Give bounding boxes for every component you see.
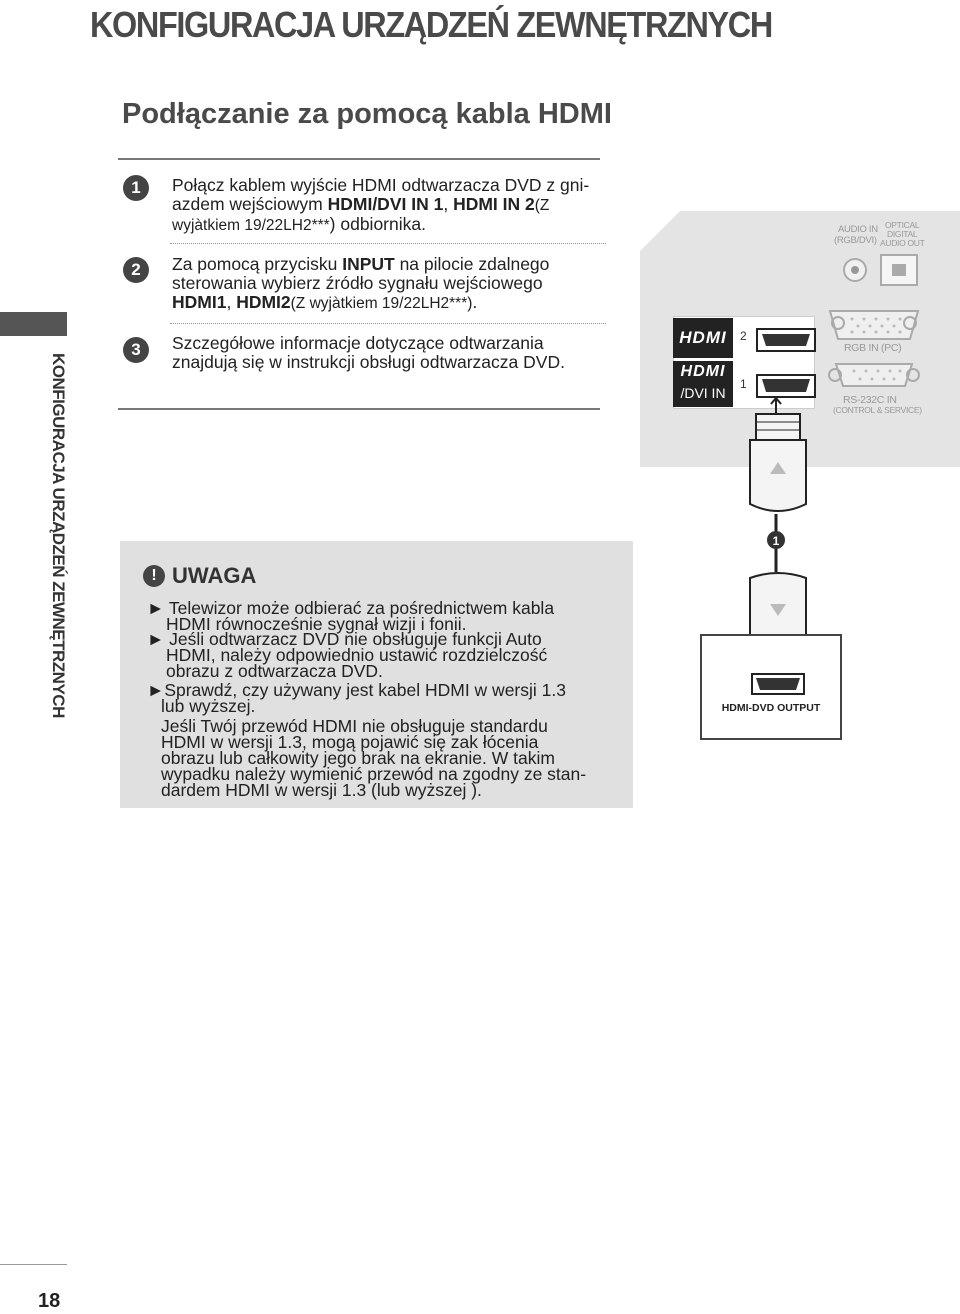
note-title: UWAGA xyxy=(172,563,257,588)
hdmi-plug-icon xyxy=(750,440,806,511)
port-1-label: 1 xyxy=(740,377,747,391)
hdmi-logo: HDMI xyxy=(673,318,733,358)
note-line: ►Sprawdź, czy używany jest kabel HDMI w wersji 1.3 xyxy=(147,680,566,700)
steps-bottom-rule xyxy=(118,408,600,410)
note-line: wypadku należy wymienić przewód na zgodny ze stan- xyxy=(161,764,587,784)
section-subtitle: Podłączanie za pomocą kabla HDMI xyxy=(122,98,612,130)
footer-divider xyxy=(0,1264,67,1265)
optical-port-inner-icon xyxy=(892,264,906,276)
optical-label: OPTICAL xyxy=(885,220,920,230)
note-line: ► Telewizor może odbierać za pośrednictwem kabla xyxy=(147,598,555,618)
step-3-number: 3 xyxy=(123,337,149,363)
note-line: ► Jeśli odtwarzacz DVD nie obsługuje funkcji Auto xyxy=(147,629,542,649)
port-2-label: 2 xyxy=(740,329,747,343)
optical-label: DIGITAL xyxy=(887,229,918,239)
step-1-text: Połącz kablem wyjście HDMI odtwarzacza DVD z gni- azdem wejściowym HDMI/DVI IN 1, HDMI IN 2(Z wyjàtkiem 19/22LH2***) odbiornika. xyxy=(172,175,590,234)
step-1-number: 1 xyxy=(123,175,149,201)
dvd-hdmi-port xyxy=(750,670,806,696)
hdmi-port-2-slot-icon xyxy=(762,334,810,346)
note-line: lub wyższej. xyxy=(161,696,256,716)
hdmi-dvi-tag: HDMI /DVI IN xyxy=(673,361,733,407)
hdmi-port-1-slot-icon xyxy=(762,379,810,392)
cable-step-number: 1 xyxy=(772,534,780,548)
warning-icon: ! xyxy=(143,565,165,587)
dvd-output-label: HDMI-DVD OUTPUT xyxy=(721,702,821,714)
audio-jack-hole-icon xyxy=(851,266,859,274)
note-line: HDMI, należy odpowiednio ustawić rozdzielczość xyxy=(166,645,548,665)
rs232-label: (CONTROL & SERVICE) xyxy=(833,405,922,415)
page-number: 18 xyxy=(38,1290,61,1312)
rgb-in-label: RGB IN (PC) xyxy=(844,342,902,354)
dvd-hdmi-slot-icon xyxy=(756,678,800,690)
note-line: Jeśli Twój przewód HDMI nie obsługuje standardu xyxy=(161,716,548,736)
step-2-number: 2 xyxy=(123,257,149,283)
note-line: obrazu lub całkowity jego brak na ekranie. W takim xyxy=(161,748,555,768)
step-2-text: Za pomocą przycisku INPUT na pilocie zdalnego sterowania wybierz źródło sygnału wejściowego HDMI1, HDMI2(Z wyjàtkiem 19/22LH2***). xyxy=(172,254,550,312)
page-title: KONFIGURACJA URZĄDZEŃ ZEWNĘTRZNYCH xyxy=(90,4,772,45)
optical-label: AUDIO OUT xyxy=(880,238,925,248)
steps-top-rule xyxy=(118,158,600,160)
note-line: dardem HDMI w wersji 1.3 (lub wyższej ). xyxy=(161,780,482,800)
side-tab-marker xyxy=(0,312,67,336)
audio-in-label: (RGB/DVI) xyxy=(834,235,877,246)
note-line: HDMI równocześnie sygnał wizji i fonii. xyxy=(166,614,467,634)
audio-in-label: AUDIO IN xyxy=(838,224,878,235)
step-separator xyxy=(170,243,606,244)
rs232-label: RS-232C IN xyxy=(843,394,897,406)
note-line: obrazu z odtwarzacza DVD. xyxy=(166,661,383,681)
side-tab-label: KONFIGURACJA URZĄDZEŃ ZEWNĘTRZNYCH xyxy=(49,353,68,718)
step-separator xyxy=(170,323,606,324)
step-3-text: Szczegółowe informacje dotyczące odtwarzania znajdują się w instrukcji obsługi odtwarzacza DVD. xyxy=(172,333,565,372)
note-line: HDMI w wersji 1.3, mogą pojawić się zak łócenia xyxy=(161,732,539,752)
